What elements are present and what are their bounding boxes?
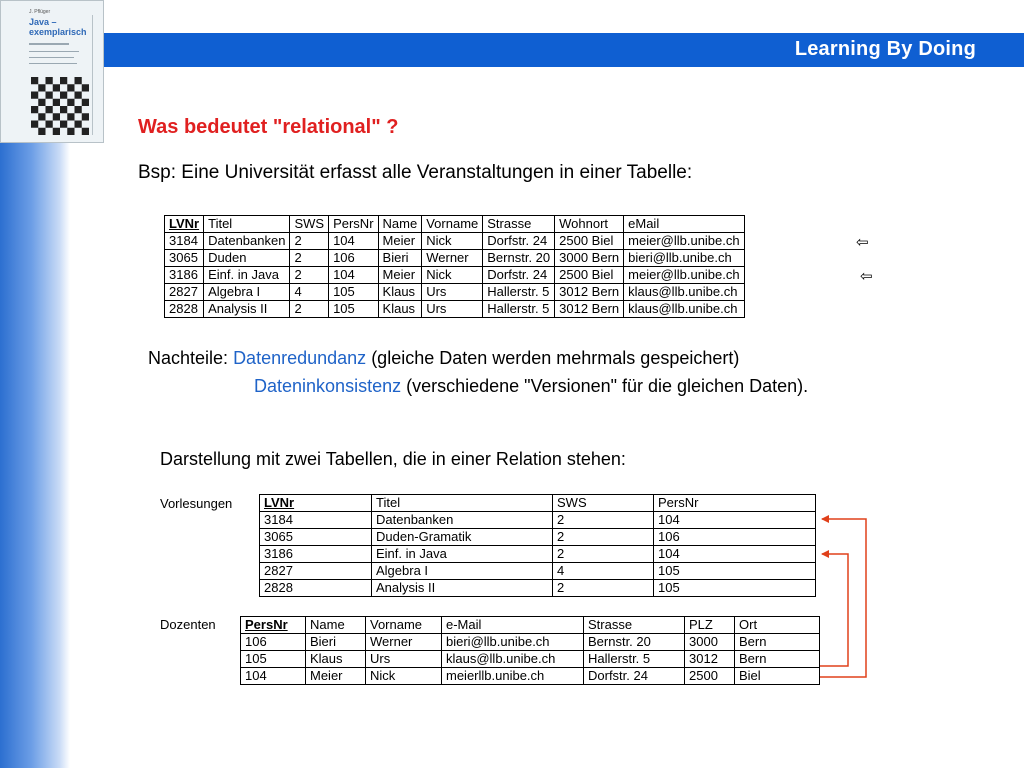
book-text-line <box>29 57 74 58</box>
table-cell: 3000 Bern <box>555 250 624 267</box>
table-cell: Nick <box>422 267 483 284</box>
chess-square <box>38 128 45 135</box>
table-cell: Datenbanken <box>372 512 553 529</box>
table-cell: Urs <box>422 301 483 318</box>
left-arrow-icon: ⇦ <box>856 234 869 251</box>
table-cell: Bieri <box>306 634 366 651</box>
table-cell: Algebra I <box>372 563 553 580</box>
table-cell: Klaus <box>306 651 366 668</box>
table-cell: Hallerstr. 5 <box>483 284 555 301</box>
table-header-row <box>260 495 816 512</box>
table-row <box>165 233 745 250</box>
chess-square <box>53 84 60 91</box>
table-header-cell: eMail <box>624 216 744 233</box>
table-cell: 4 <box>553 563 654 580</box>
table-cell: 2500 Biel <box>555 267 624 284</box>
chess-square <box>75 121 82 128</box>
chessboard-icon <box>31 77 89 135</box>
table-cell: 2 <box>290 301 329 318</box>
table-cell: meier@llb.unibe.ch <box>624 233 744 250</box>
table-cell: Werner <box>366 634 442 651</box>
book-title: Java – exemplarisch <box>29 17 87 37</box>
table-cell: 3065 <box>260 529 372 546</box>
table-header-cell: Titel <box>372 495 553 512</box>
nachteile-line1 <box>148 348 739 369</box>
table-header-cell: LVNr <box>165 216 204 233</box>
nachteile-line2 <box>254 376 808 397</box>
chess-square <box>67 113 74 120</box>
table-cell: Dorfstr. 24 <box>584 668 685 685</box>
chess-square <box>82 99 89 106</box>
table-cell: 105 <box>654 563 816 580</box>
dateninkonsistenz-term: Dateninkonsistenz <box>254 376 402 396</box>
chess-square <box>75 106 82 113</box>
table-cell: 104 <box>654 512 816 529</box>
table-cell: Hallerstr. 5 <box>584 651 685 668</box>
table-cell: 2 <box>290 233 329 250</box>
table-cell: meier@llb.unibe.ch <box>624 267 744 284</box>
chess-square <box>38 99 45 106</box>
table-cell: 105 <box>329 284 378 301</box>
chess-square <box>31 121 38 128</box>
table-header-cell: PLZ <box>685 617 735 634</box>
table-row <box>165 250 745 267</box>
table-cell: meierllb.unibe.ch <box>442 668 584 685</box>
table-cell: 2827 <box>165 284 204 301</box>
table-header-cell: Name <box>378 216 422 233</box>
combined-table <box>164 215 745 318</box>
table-header-cell: Titel <box>204 216 290 233</box>
table-cell: Nick <box>366 668 442 685</box>
chess-square <box>46 92 53 99</box>
table-header-cell: PersNr <box>241 617 306 634</box>
table-header-cell: LVNr <box>260 495 372 512</box>
table-cell: Hallerstr. 5 <box>483 301 555 318</box>
table-cell: Analysis II <box>372 580 553 597</box>
table-header-cell: PersNr <box>329 216 378 233</box>
table-cell: klaus@llb.unibe.ch <box>442 651 584 668</box>
chess-square <box>46 77 53 84</box>
datenredundanz-desc: (gleiche Daten werden mehrmals gespeichert) <box>371 348 740 368</box>
table-header-cell: Strasse <box>584 617 685 634</box>
table-cell: 106 <box>329 250 378 267</box>
table-cell: 2500 <box>685 668 735 685</box>
book-text-line <box>29 63 77 64</box>
table-row <box>260 512 816 529</box>
table-cell: Datenbanken <box>204 233 290 250</box>
table-cell: 104 <box>241 668 306 685</box>
table-header-cell: Vorname <box>422 216 483 233</box>
chess-square <box>75 92 82 99</box>
table-cell: 105 <box>241 651 306 668</box>
dozenten-label: Dozenten <box>160 617 216 632</box>
table-cell: Analysis II <box>204 301 290 318</box>
table-cell: klaus@llb.unibe.ch <box>624 284 744 301</box>
table-cell: Werner <box>422 250 483 267</box>
vorlesungen-table <box>259 494 816 597</box>
table-cell: 106 <box>241 634 306 651</box>
chess-square <box>82 128 89 135</box>
table-cell: 3184 <box>165 233 204 250</box>
table-cell: Einf. in Java <box>204 267 290 284</box>
datenredundanz-term: Datenredundanz <box>233 348 367 368</box>
chess-square <box>82 84 89 91</box>
table-cell: 4 <box>290 284 329 301</box>
table-cell: Bern <box>735 651 820 668</box>
connector-arrow-104 <box>820 519 866 677</box>
book-cover-logo <box>0 0 104 143</box>
table-cell: Nick <box>422 233 483 250</box>
table-cell: 2500 Biel <box>555 233 624 250</box>
chess-square <box>38 84 45 91</box>
table-header-cell: Name <box>306 617 366 634</box>
table-cell: Meier <box>378 233 422 250</box>
table-cell: Einf. in Java <box>372 546 553 563</box>
table-row <box>165 284 745 301</box>
table-cell: 2 <box>290 250 329 267</box>
table-cell: 105 <box>329 301 378 318</box>
book-text-line <box>29 43 69 45</box>
table-cell: Dorfstr. 24 <box>483 233 555 250</box>
chess-square <box>46 106 53 113</box>
table-row <box>165 267 745 284</box>
table-cell: klaus@llb.unibe.ch <box>624 301 744 318</box>
table-cell: Meier <box>306 668 366 685</box>
table-row <box>260 580 816 597</box>
chess-square <box>60 77 67 84</box>
table-header-cell: e-Mail <box>442 617 584 634</box>
table-cell: Bieri <box>378 250 422 267</box>
table-cell: Biel <box>735 668 820 685</box>
brand-title: Learning By Doing <box>794 38 976 60</box>
table-cell: 104 <box>329 233 378 250</box>
darstellung-text: Darstellung mit zwei Tabellen, die in einer Relation stehen: <box>160 449 626 469</box>
table-cell: Duden-Gramatik <box>372 529 553 546</box>
table-cell: 3012 Bern <box>555 284 624 301</box>
table-row <box>260 563 816 580</box>
table-cell: bieri@llb.unibe.ch <box>442 634 584 651</box>
table-cell: 3184 <box>260 512 372 529</box>
dateninkonsistenz-desc: (verschiedene "Versionen" für die gleichen Daten). <box>406 376 809 396</box>
table-cell: Duden <box>204 250 290 267</box>
table-cell: Meier <box>378 267 422 284</box>
table-header-cell: SWS <box>290 216 329 233</box>
chess-square <box>53 99 60 106</box>
table-header-cell: Strasse <box>483 216 555 233</box>
table-row <box>260 546 816 563</box>
table-cell: 3186 <box>165 267 204 284</box>
chess-square <box>31 106 38 113</box>
table-cell: 2828 <box>260 580 372 597</box>
table-cell: Bernstr. 20 <box>584 634 685 651</box>
table-cell: Dorfstr. 24 <box>483 267 555 284</box>
table-cell: 2827 <box>260 563 372 580</box>
chess-square <box>67 84 74 91</box>
table-row <box>241 634 820 651</box>
table-cell: 106 <box>654 529 816 546</box>
table-cell: 3000 <box>685 634 735 651</box>
dozenten-table <box>240 616 820 685</box>
chess-square <box>67 99 74 106</box>
chess-square <box>53 128 60 135</box>
table-header-cell: PersNr <box>654 495 816 512</box>
table-row <box>165 301 745 318</box>
table-cell: Klaus <box>378 301 422 318</box>
table-cell: Klaus <box>378 284 422 301</box>
table-cell: 104 <box>329 267 378 284</box>
table-row <box>241 668 820 685</box>
table-cell: 3012 Bern <box>555 301 624 318</box>
table-cell: Bern <box>735 634 820 651</box>
table-cell: bieri@llb.unibe.ch <box>624 250 744 267</box>
chess-square <box>60 92 67 99</box>
chess-square <box>46 121 53 128</box>
table-cell: 2 <box>553 546 654 563</box>
nachteile-label: Nachteile: <box>148 348 229 368</box>
chess-square <box>31 92 38 99</box>
vorlesungen-label: Vorlesungen <box>160 496 233 511</box>
chess-square <box>53 113 60 120</box>
chess-square <box>75 77 82 84</box>
table-row <box>241 651 820 668</box>
table-cell: 2 <box>553 580 654 597</box>
chess-square <box>82 113 89 120</box>
page-heading: Was bedeutet "relational" ? <box>138 116 399 138</box>
book-author: J. Pflüger <box>29 9 51 15</box>
connector-arrow-104b <box>820 554 848 666</box>
left-arrow-icon: ⇦ <box>860 268 873 285</box>
chess-square <box>60 106 67 113</box>
table-cell: 3065 <box>165 250 204 267</box>
table-cell: Algebra I <box>204 284 290 301</box>
table-cell: 2828 <box>165 301 204 318</box>
table-cell: 105 <box>654 580 816 597</box>
table-cell: 2 <box>553 512 654 529</box>
chess-square <box>38 113 45 120</box>
chess-square <box>60 121 67 128</box>
table-cell: 2 <box>553 529 654 546</box>
table-header-cell: Vorname <box>366 617 442 634</box>
table-cell: Urs <box>422 284 483 301</box>
table-header-cell: Wohnort <box>555 216 624 233</box>
table-header-cell: SWS <box>553 495 654 512</box>
table-cell: Bernstr. 20 <box>483 250 555 267</box>
book-spine-line <box>92 15 93 135</box>
table-cell: Urs <box>366 651 442 668</box>
table-cell: 2 <box>290 267 329 284</box>
book-text-line <box>29 51 79 52</box>
chess-square <box>67 128 74 135</box>
table-row <box>260 529 816 546</box>
table-header-row <box>241 617 820 634</box>
table-cell: 3186 <box>260 546 372 563</box>
intro-text: Bsp: Eine Universität erfasst alle Veranstaltungen in einer Tabelle: <box>138 162 693 183</box>
table-cell: 3012 <box>685 651 735 668</box>
table-header-row <box>165 216 745 233</box>
table-header-cell: Ort <box>735 617 820 634</box>
table-cell: 104 <box>654 546 816 563</box>
chess-square <box>31 77 38 84</box>
